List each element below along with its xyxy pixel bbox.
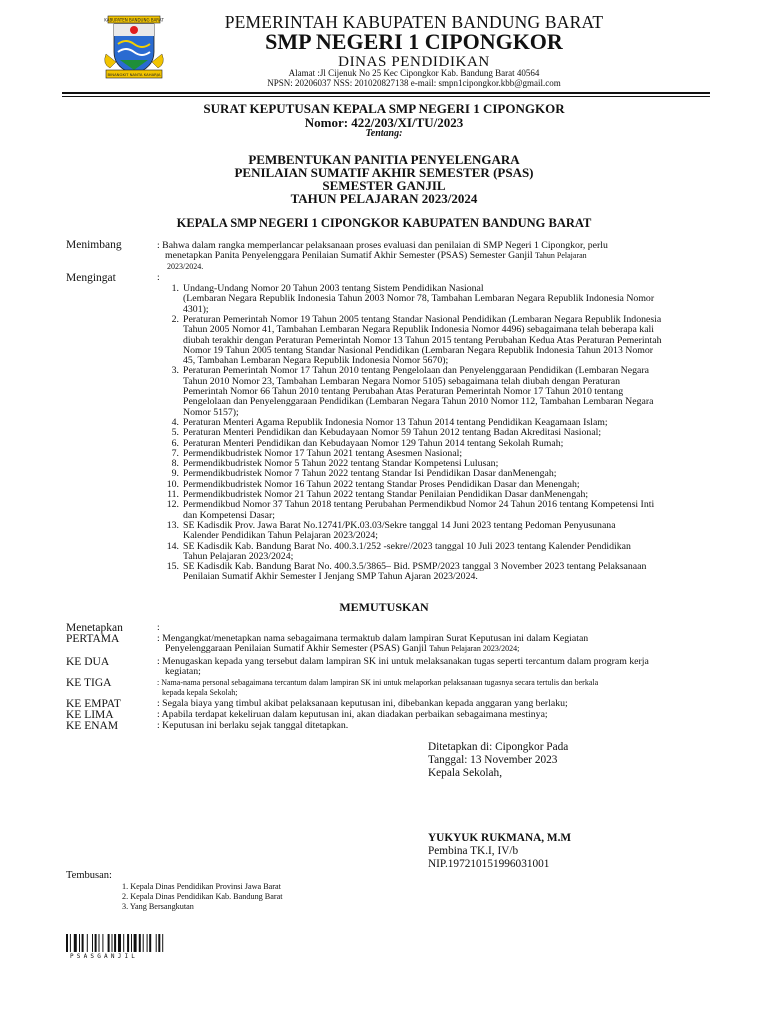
menimbang-label: Menimbang (66, 239, 122, 251)
mengingat-item-number: 14. (166, 540, 179, 552)
decree-number: Nomor: 422/203/XI/TU/2023 (304, 115, 464, 130)
mengingat-item-number: 15. (166, 561, 179, 573)
kelima-line-1: : Apabila terdapat kekeliruan dalam keputusan ini, akan diadakan perbaikan sebagaimana mestinya; (157, 709, 548, 720)
school-address: Alamat :Jl Cijenuk No 25 Kec Cipongkor Kab. Bandung Barat 40564 (288, 68, 540, 78)
barcode-bar (131, 934, 132, 952)
subject-line-4: TAHUN PELAJARAN 2023/2024 (290, 191, 478, 206)
menimbang-line-3: 2023/2024. (167, 262, 204, 271)
subject-line-3: SEMESTER GANJIL (322, 178, 446, 193)
mengingat-colon: : (157, 272, 160, 283)
tembusan-label: Tembusan: (66, 870, 112, 881)
barcode-bar (134, 934, 137, 952)
barcode-bar (87, 934, 88, 952)
barcode-bar (127, 934, 129, 952)
mengingat-item-line: SE Kadisdik Prov. Jawa Barat No.12741/PK.03.03/Sekre tanggal 14 Juni 2023 tentang Pedoman Penyusunana (183, 519, 616, 531)
mengingat-item-line: SE Kadisdik Kab. Bandung Barat No. 400.3.5/3865– Bid. PSMP/2023 tanggal 3 November 2023 tentang Pelaksanaan (183, 561, 647, 573)
signature-role: Kepala Sekolah, (428, 767, 503, 779)
mengingat-item-line: Tahun 2010 Nomor 23, Tambahan Lembaran Negara Nomor 5105) sebagaimana telah diubah dengan Peraturan (183, 375, 620, 387)
school-contact: NPSN: 20206037 NSS: 201020827138 e-mail: smpn1cipongkor.kbb@gmail.com (267, 78, 561, 88)
mengingat-item-line: Peraturan Pemerintah Nomor 17 Tahun 2010 tentang Pengelolaan dan Penyelenggaraan Pendidikan (Lembaran Negara (183, 365, 649, 377)
barcode-caption: PSASGANJIL (70, 953, 139, 960)
mengingat-item-line: Permendikbud Nomor 37 Tahun 2018 tentang Perubahan Permendikbud Nomor 24 Tahun 2016 tentang Kompetensi Inti (183, 499, 655, 511)
mengingat-item-line: 4301); (183, 303, 209, 315)
mengingat-item-line: Nomor 19 Tahun 2005 tentang Standar Nasional Pendidikan (Lembaran Negara Republik Indonesia Tahun 2013 Nomor (183, 344, 654, 356)
kedua-line-2: kegiatan; (165, 666, 201, 677)
mengingat-item-line: Kalender Pendidikan Tahun Pelajaran 2023/2024; (183, 530, 379, 542)
mengingat-item-line: SE Kadisdik Kab. Bandung Barat No. 400.3.1/252 -sekre//2023 tanggal 10 Juli 2023 tentang Kalender Pendidikan (183, 540, 631, 552)
signature-date: Tanggal: 13 November 2023 (428, 754, 558, 766)
government-name: PEMERINTAH KABUPATEN BANDUNG BARAT (224, 12, 604, 32)
mengingat-item-line: 45, Tambahan Lembaran Negara Republik Indonesia Nomor 5670); (183, 355, 449, 367)
tembusan-item: 1. Kepala Dinas Pendidikan Provinsi Jawa Barat (122, 882, 281, 891)
barcode-bar (82, 934, 84, 952)
mengingat-item-line: Undang-Undang Nomor 20 Tahun 2003 tentang Sistem Pendidikan Nasional (183, 283, 484, 294)
mengingat-item-number: 4. (171, 416, 179, 428)
tembusan-item: 3. Yang Bersangkutan (122, 902, 194, 911)
barcode-bar (95, 934, 97, 952)
keempat-label: KE EMPAT (66, 698, 121, 710)
kelima-label: KE LIMA (66, 709, 114, 721)
keenam-line-1: : Keputusan ini berlaku sejak tanggal ditetapkan. (157, 720, 349, 731)
barcode-bar (66, 934, 68, 952)
menetapkan-colon: : (157, 622, 160, 633)
mengingat-item-line: Pemerintah Nomor 66 Tahun 2010 tentang Perubahan Atas Peraturan Pemerintah Nomor 17 Tahun 2010 tentang (183, 386, 624, 397)
barcode-bar (70, 934, 71, 952)
barcode-bar (79, 934, 80, 952)
mengingat-item-line: Penilaian Sumatif Akhir Semester I Jenjang SMP Tahun Ajaran 2023/2024. (183, 571, 478, 583)
mengingat-item-line: Permendikbudristek Nomor 21 Tahun 2022 tentang Standar Penilaian Pendidikan Dasar danMenengah; (183, 489, 589, 500)
mengingat-item-number: 12. (166, 499, 179, 511)
mengingat-item-line: Tahun 2005 Nomor 41, Tambahan Lembaran Negara Republik Indonesia Nomor 4496) sebagaimana telah beberapa kali (183, 324, 654, 336)
signatory-nip: NIP.197210151996031001 (428, 858, 550, 870)
barcode-bar (112, 934, 113, 952)
mengingat-item-number: 8. (171, 458, 179, 470)
ketiga-line-1: : Nama-nama personal sebagaimana tercantum dalam lampiran SK ini untuk melaporkan pelaksanaan tugasnya secara tertulis dan berkala (157, 678, 599, 687)
barcode-bar (118, 934, 121, 952)
menimbang-line-1: : Bahwa dalam rangka memperlancar pelaksanaan proses evaluasi dan penilaian di SMP Negeri 1 Cipongkor, perlu (157, 240, 608, 251)
school-name: SMP NEGERI 1 CIPONGKOR (265, 29, 563, 54)
subject-line-1: PEMBENTUKAN PANITIA PENYELENGARA (248, 152, 520, 167)
mengingat-item-line: Peraturan Menteri Pendidikan dan Kebudayaan Nomor 59 Tahun 2012 tentang Badan Akreditasi Nasional; (183, 427, 602, 439)
header-rule-thin (62, 96, 710, 97)
issuing-authority: KEPALA SMP NEGERI 1 CIPONGKOR KABUPATEN BANDUNG BARAT (176, 216, 592, 230)
pertama-label: PERTAMA (66, 633, 120, 645)
kedua-label: KE DUA (66, 656, 110, 668)
ketiga-line-2: kepada kepala Sekolah; (162, 688, 238, 697)
barcode-bar (114, 934, 116, 952)
logo-bottom-banner: BINANGKIT NANTA KAHARJA (107, 71, 161, 77)
signature-place: Ditetapkan di: Cipongkor Pada (428, 741, 569, 753)
mengingat-item-number: 13. (166, 519, 179, 531)
mengingat-item-line: (Lembaran Negara Republik Indonesia Tahun 2003 Nomor 78, Tambahan Lembaran Negara Republik Indonesia Nomor (183, 293, 655, 305)
mengingat-item-line: Permendikbudristek Nomor 5 Tahun 2022 tentang Standar Kompetensi Lulusan; (183, 458, 499, 470)
barcode-bar (102, 934, 103, 952)
mengingat-item-line: Permendikbudristek Nomor 17 Tahun 2021 tentang Asesmen Nasional; (183, 447, 463, 459)
mengingat-item-line: Peraturan Menteri Pendidikan dan Kebudayaan Nomor 129 Tahun 2014 tentang Sekolah Rumah; (183, 437, 564, 449)
ketiga-label: KE TIGA (66, 677, 112, 689)
menetapkan-label: Menetapkan (66, 622, 123, 634)
kedua-line-1: : Menugaskan kepada yang tersebut dalam lampiran SK ini untuk melaksanakan tugas seperti tercantum dalam program kerja (157, 656, 649, 667)
mengingat-item-number: 3. (171, 365, 179, 377)
mengingat-item-number: 10. (166, 478, 179, 490)
pertama-line-1: : Mengangkat/menetapkan nama sebagaimana termaktub dalam lampiran Surat Keputusan ini dalam Kegiatan (157, 633, 589, 644)
mengingat-item-line: Permendikbudristek Nomor 16 Tahun 2022 tentang Standar Proses Pendidikan Dasar dan Menengah; (183, 478, 580, 490)
barcode-bar (147, 934, 148, 952)
mengingat-item-line: Peraturan Pemerintah Nomor 19 Tahun 2005 tentang Standar Nasional Pendidikan (Lembaran Negara Republik Indonesia (183, 313, 662, 325)
barcode-bar (143, 934, 144, 952)
mengingat-item-number: 1. (171, 283, 179, 294)
mengingat-item-line: Tahun Pelajaran 2023/2024; (183, 550, 294, 562)
department-name: DINAS PENDIDIKAN (338, 54, 490, 70)
mengingat-label: Mengingat (66, 272, 116, 284)
mengingat-item-number: 9. (171, 468, 179, 480)
mengingat-item-number: 5. (171, 427, 179, 439)
mengingat-item-number: 7. (171, 447, 179, 459)
barcode-bar (156, 934, 157, 952)
signatory-name: YUKYUK RUKMANA, M.M (428, 832, 572, 844)
subject-line-2: PENILAIAN SUMATIF AKHIR SEMESTER (PSAS) (234, 165, 534, 180)
decree-title: SURAT KEPUTUSAN KEPALA SMP NEGERI 1 CIPONGKOR (203, 101, 565, 116)
mengingat-item-number: 2. (171, 313, 179, 325)
keenam-label: KE ENAM (66, 720, 119, 732)
decree-about-label: Tentang: (365, 128, 403, 139)
tembusan-item: 2. Kepala Dinas Pendidikan Kab. Bandung Barat (122, 892, 283, 901)
pertama-line-2: Penyelenggaraan Penilaian Sumatif Akhir Semester (PSAS) Ganjil Tahun Pelajaran 2023/2024; (165, 643, 520, 654)
mengingat-item-line: Peraturan Menteri Agama Republik Indonesia Nomor 13 Tahun 2014 tentang Pendidikan Keagamaan Islam; (183, 416, 608, 428)
mengingat-item-number: 11. (167, 489, 179, 500)
barcode-bar (123, 934, 124, 952)
barcode-bar (162, 934, 163, 952)
barcode-bar (139, 934, 141, 952)
signatory-rank: Pembina TK.I, IV/b (428, 845, 519, 857)
barcode-bar (149, 934, 151, 952)
logo-top-banner: KABUPATEN BANDUNG BARAT (104, 17, 164, 23)
mengingat-item-line: Pengelolaan dan Penyelenggaraan Pendidikan (Lembaran Negara Tahun 2010 Nomor 112, Tambahan Lembaran Negara (183, 396, 654, 408)
menimbang-line-2: menetapkan Panita Penyelenggara Penilaian Sumatif Akhir Semester (PSAS) Semester Ganjil Tahun Pelajaran (165, 250, 587, 261)
memutuskan-heading: MEMUTUSKAN (339, 600, 429, 614)
mengingat-item-number: 6. (171, 437, 179, 449)
header-rule-thick (62, 92, 710, 94)
mengingat-item-line: Permendikbudristek Nomor 7 Tahun 2022 tentang Standar Isi Pendidikan Dasar danMenengah; (183, 468, 557, 480)
barcode-bar (92, 934, 93, 952)
barcode-bar (158, 934, 160, 952)
keempat-line-1: : Segala biaya yang timbul akibat pelaksanaan keputusan ini, dibebankan kepada anggaran yang berlaku; (157, 698, 568, 709)
mengingat-item-line: dan Kompetensi Dasar; (183, 509, 275, 521)
barcode-bar (74, 934, 77, 952)
barcode-bar (108, 934, 110, 952)
mengingat-item-line: diubah terakhir dengan Peraturan Pemerintah Nomor 13 Tahun 2015 tentang Perubahan Kedua Atas Peraturan Pemerintah (183, 334, 662, 346)
mengingat-item-line: Nomor 5157); (183, 406, 239, 418)
barcode-bar (99, 934, 100, 952)
